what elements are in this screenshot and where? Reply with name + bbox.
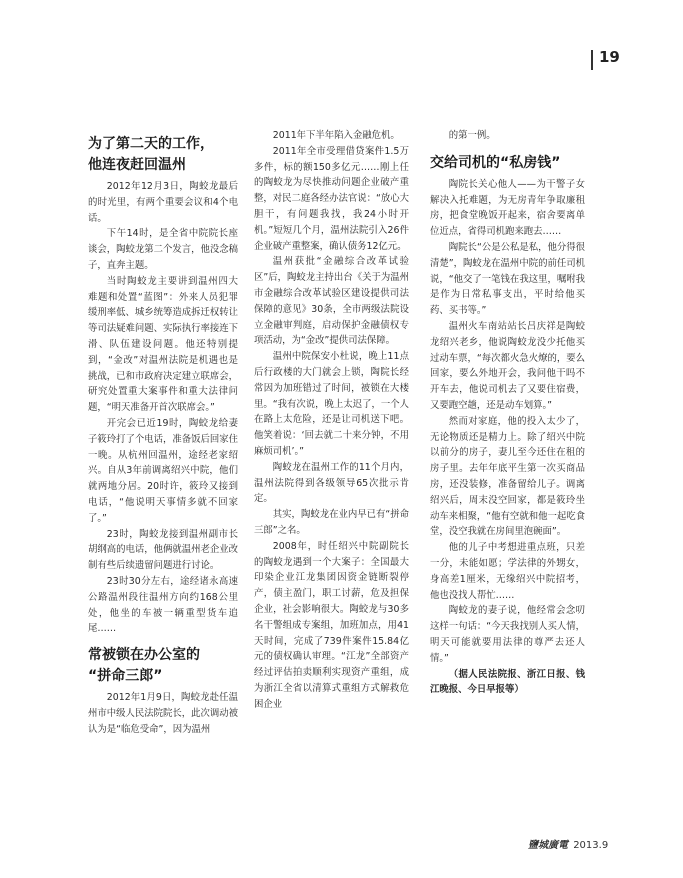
paragraph: 然而对家庭，他的投入太少了，无论物质还是精力上。除了绍兴中院以前分的房子，妻儿至今还住在租的房子里。去年年底平生第一次买商品房，还没装修，准备留给儿子。调离绍兴后，周末没空回家，都是筱玲坐动车来相聚，“他有空就和他一起吃食堂，没空我就在房间里泡碗面”。 xyxy=(430,415,585,538)
paragraph: 当时陶蛟龙主要讲到温州四大难题和处置“蓝图”：外来人员犯罪缓刑率低、城乡统筹造成拆迁权转让等司法疑难问题、实际执行率接连下滑、队伍建设问题。他还特别提到，“金改”对温州法院是机遇也是挑战，已和市政府决定建立联席会，研究处置重大案事件和重大法律问题，“明天准备开首次联席会。” xyxy=(88,275,239,414)
paragraph: 其实，陶蛟龙在业内早已有“拼命三郎”之名。 xyxy=(254,509,409,536)
magazine-logo: 鹽城廣電 xyxy=(528,840,568,851)
paragraph: 2011年下半年陷入金融危机。 xyxy=(272,130,400,141)
paragraph: 开完会已近19时，陶蛟龙给妻子筱玲打了个电话，准备饭后回家住一晚。从杭州回温州，途经老家绍兴。自从3年前调离绍兴中院，他们就两地分居。20时许，筱玲又接到电话，“他说明天事情多就不回家了。” xyxy=(88,417,239,524)
paragraph: 他的儿子中考想进重点班，只差一分，未能如愿；学法律的外甥女，身高差1厘米，无缘绍兴中院招考，他也没找人帮忙…… xyxy=(430,542,585,601)
paragraph: 陶蛟龙在温州工作的11个月内，温州法院得到各级领导65次批示肯定。 xyxy=(254,461,409,505)
paragraph: 温州火车南站站长吕庆祥是陶蛟龙绍兴老乡，他说陶蛟龙没少托他买过动车票，“每次都火急火燎的，要么回家，要么外地开会，我问他干吗不开车去，他说司机去了又要住宿费，又要跑空趟，还是动车划算。” xyxy=(430,320,585,411)
section-heading-return-to-wenzhou xyxy=(88,134,238,176)
heading-line: 他连夜赶回温州 xyxy=(88,157,186,173)
paragraph: 23时30分左右，途经诸永高速公路温州段往温州方向约168公里处，他坐的车被一辆重型货车追尾…… xyxy=(88,575,238,635)
paragraph: 下午14时，是全省中院院长座谈会，陶蛟龙第二个发言，他没念稿子，直奔主题。 xyxy=(88,228,239,271)
footer xyxy=(528,836,608,851)
paragraph: 23时，陶蛟龙接到温州副市长胡纲高的电话，他俩就温州老企业改制有些后续遗留问题进行讨论。 xyxy=(88,528,239,572)
paragraph: 2012年12月3日，陶蛟龙最后的时光里，有两个重要会议和4个电话。 xyxy=(88,181,238,224)
column-1 xyxy=(88,128,238,738)
column-2 xyxy=(254,128,409,712)
paragraph: 温州中院保安小杜说，晚上11点后行政楼的大门就会上锁，陶院长经常因为加班错过了时间，被锁在大楼里。“我有次说，晚上太迟了，一个人在路上太危险，还是让司机送下吧。他笑着说：‘回去就二十来分钟，不用麻烦司机’。” xyxy=(254,351,409,457)
issue-number: 2013.9 xyxy=(573,840,609,851)
paragraph: 温州获批“金融综合改革试验区”后，陶蛟龙主持出台《关于为温州市金融综合改革试验区建设提供司法保障的意见》30条，全市两级法院设立金融审判庭，启动保护金融债权专项活动，为“金改”提供司法保障。 xyxy=(254,256,409,347)
heading-line: “拼命三郎” xyxy=(88,668,163,685)
paragraph: 陶蛟龙的妻子说，他经常会念叨这样一句话：“今天我找别人买人情，明天可能就要用法律的尊严去还人情。” xyxy=(430,605,585,664)
section-heading-private-money: 交给司机的“私房钱” xyxy=(430,154,561,171)
paragraph: 陶院长“公是公私是私，他分得很清楚”，陶蛟龙在温州中院的前任司机说，“他交了一笔钱在我这里，嘱咐我是作为日常私事支出，平时给他买药、买书等。” xyxy=(430,241,585,317)
heading-line: 常被锁在办公室的 xyxy=(88,647,200,664)
source-note: （据人民法院报、浙江日报、钱江晚报、今日早报等） xyxy=(430,668,585,696)
paragraph: 2012年1月9日，陶蛟龙赴任温州市中级人民法院院长，此次调动被认为是“临危受命”，因为温州 xyxy=(88,692,239,735)
paragraph: 的第一例。 xyxy=(448,130,496,141)
section-heading-locked-in-office xyxy=(88,645,238,687)
heading-line: 为了第二天的工作， xyxy=(88,136,214,152)
column-3 xyxy=(430,128,585,698)
paragraph: 2011年全市受理借贷案件1.5万多件，标的额150多亿元……刚上任的陶蛟龙为尽快推动问题企业破产重整，对民二庭各经办法官说：“放心大胆干，有问题我找，我24小时开机。”短短几个月，温州法院引入26件企业破产重整案，确认债务12亿元。 xyxy=(254,145,409,252)
paragraph: 2008年，时任绍兴中院副院长的陶蛟龙遇到一个大案子：全国最大印染企业江龙集团因资金链断裂停产，债主盈门，职工讨薪，危及担保企业，社会影响很大。陶蛟龙与30多名干警组成专案组，加班加点，用41天时间，完成了739件案件15.84亿元的债权确认审理。“江龙”全部资产经过评估拍卖顺利实现资产重组，成为浙江全省以清算式重组方式解救危困企业 xyxy=(254,540,409,710)
paragraph: 陶院长关心他人——为干警子女解决入托难题，为无房青年争取廉租房，把食堂晚饭开起来，宿舍要离单位近点，省得司机跑来跑去…… xyxy=(430,178,585,238)
page-number: 19 xyxy=(599,48,620,66)
page-number-rule xyxy=(591,50,593,70)
